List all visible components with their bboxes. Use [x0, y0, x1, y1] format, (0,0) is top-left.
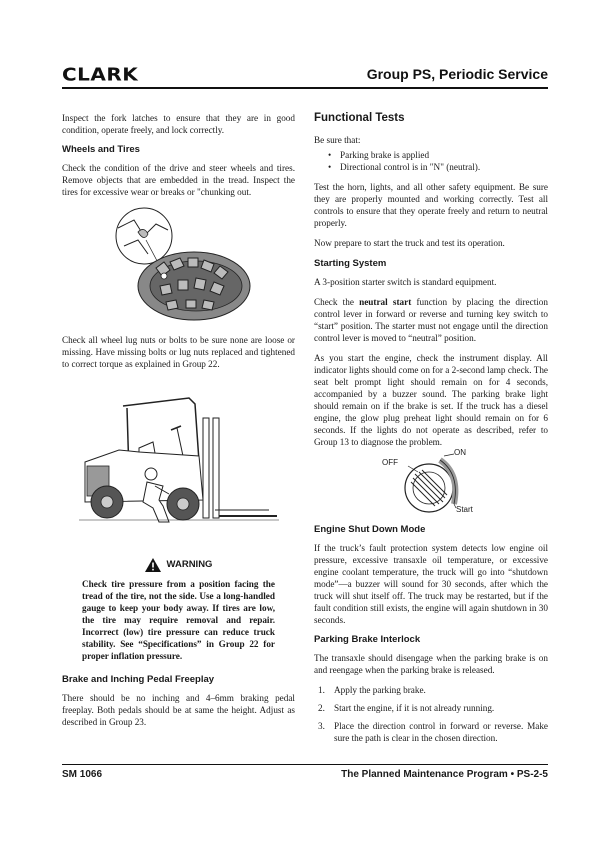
- switch-off-label: OFF: [382, 458, 398, 467]
- parking-brake-steps: [314, 684, 548, 744]
- fork-latch-paragraph: Inspect the fork latches to ensure that they are in good condition, operate freely, and lock correctly.: [62, 113, 295, 135]
- neutral-start-paragraph: [314, 296, 548, 344]
- neutral-start-bold: neutral start: [359, 297, 412, 307]
- neutral-start-text-b: function by placing the direction control lever in forward or reverse and turning key switch to “start” position. The starter must not engage until the direction control lever is moved to “neutral” position.: [314, 297, 548, 343]
- list-item: • Directional control is in "N" (neutral).: [328, 161, 548, 173]
- header-rule: [62, 87, 548, 89]
- parking-brake-paragraph: The transaxle should disengage when the parking brake is on and reengage when the parking brake is released.: [314, 653, 548, 675]
- forklift-tire-check-illustration: [79, 390, 279, 540]
- list-item: [314, 720, 548, 744]
- page-header-title: Group PS, Periodic Service: [366, 66, 548, 82]
- engine-shutdown-heading: Engine Shut Down Mode: [314, 524, 426, 535]
- step-number: 3.: [318, 721, 325, 731]
- wheels-tires-heading: Wheels and Tires: [62, 144, 140, 155]
- lug-nut-paragraph: Check all wheel lug nuts or bolts to be sure none are loose or missing. Have missing bolts or lug nuts replaced and tightened to correct torque as explained in Group 22.: [62, 335, 295, 369]
- page-footer-title: The Planned Maintenance Program • PS-2-5: [341, 769, 548, 780]
- left-column: [62, 112, 295, 736]
- step-text: Place the direction control in forward or reverse. Make sure the path is clear in the chosen direction.: [334, 721, 548, 743]
- warning-text: Check tire pressure from a position facing the tread of the tire, not the side. Use a long-handled gauge to keep your body away. If tires are low, the tire may require removal and repair. Incorrect (low) tire pressure can reduce truck stability. See “Specifications” in Group 22 for proper inflation pressure.: [82, 579, 275, 661]
- clark-logo: CLARK: [62, 63, 139, 85]
- switch-start-label: Start: [456, 505, 473, 514]
- step-number: 2.: [318, 703, 325, 713]
- instrument-check-paragraph: As you start the engine, check the instrument display. All indicator lights should come on for a 2-second lamp check. The seat belt prompt light should remain on for 4 seconds, accompanied by a buzzer sound. The parking brake light should remain on if the brake is set. If the truck has a diesel engine, the glow plug preheat light should remain on for 6 seconds. If the lights do not operate as described, refer to Group 13 to diagnose the problem.: [314, 353, 548, 447]
- step-number: 1.: [318, 685, 325, 695]
- footer-rule: [62, 764, 548, 765]
- functional-tests-heading: Functional Tests: [314, 112, 405, 124]
- be-sure-text: Be sure that:: [314, 135, 361, 145]
- warning-title: WARNING: [166, 559, 213, 570]
- test-equipment-paragraph: Test the horn, lights, and all other safety equipment. Be sure they are properly mounted and working correctly. Test all controls to ensure that they operate freely and return to neutral properly.: [314, 182, 548, 228]
- step-text: Apply the parking brake.: [334, 685, 426, 695]
- neutral-start-text-a: Check the: [314, 297, 360, 307]
- starter-switch-icon: [314, 450, 548, 516]
- starter-switch-figure: [314, 450, 548, 516]
- wheels-tires-paragraph: Check the condition of the drive and steer wheels and tires. Remove objects that are embedded in the tread. Inspect the tires for excessive wear or breaks or "chunking out.: [62, 163, 295, 197]
- tire-illustration: [104, 206, 254, 324]
- starting-system-heading: Starting System: [314, 258, 387, 269]
- brake-inching-paragraph: There should be no inching and 4–6mm braking pedal freeplay. Both pedals should be at same the height. Adjust as described in Group 23.: [62, 693, 295, 727]
- precondition-list: [328, 149, 548, 173]
- engine-shutdown-paragraph: If the truck’s fault protection system detects low engine oil pressure, excessive transaxle oil temperature, or excessive engine coolant temperature, the truck will go into “shutdown mode”—a buzzer will sound for 30 seconds, after which the truck will shut itself off. The truck may be restarted, but if the fault condition still exists, the engine will again shutdown in 30 seconds.: [314, 543, 548, 625]
- manual-number: SM 1066: [62, 769, 103, 780]
- prepare-paragraph: Now prepare to start the truck and test its operation.: [314, 238, 505, 248]
- warning-header: [62, 558, 295, 572]
- starting-system-p1: A 3-position starter switch is standard equipment.: [314, 277, 497, 287]
- brake-inching-heading: Brake and Inching Pedal Freeplay: [62, 674, 215, 685]
- switch-on-label: ON: [454, 448, 466, 457]
- step-text: Start the engine, if it is not already running.: [334, 703, 495, 713]
- list-item: [314, 684, 548, 696]
- list-item: [314, 702, 548, 714]
- list-item: • Parking brake is applied: [328, 149, 548, 161]
- parking-brake-heading: Parking Brake Interlock: [314, 634, 421, 645]
- warning-triangle-icon: [145, 558, 161, 572]
- right-column: [314, 112, 548, 750]
